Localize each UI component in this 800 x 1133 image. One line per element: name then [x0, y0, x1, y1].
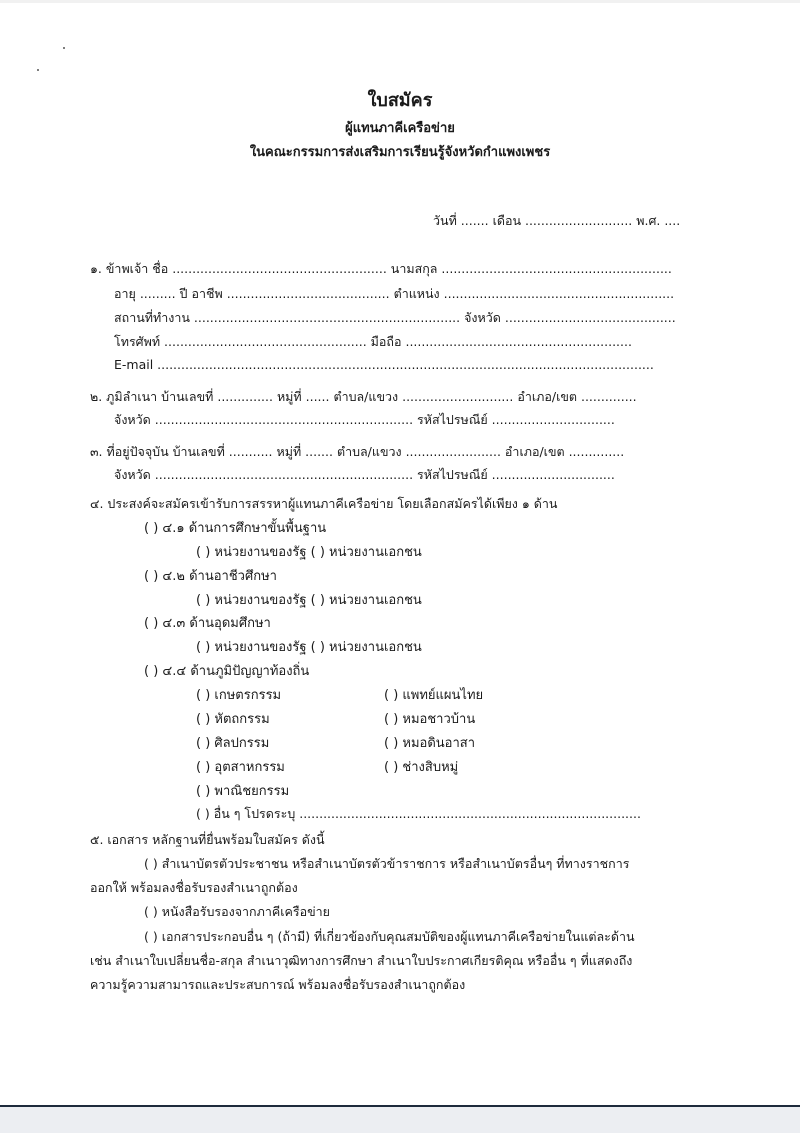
document-id-card-cont: ออกให้ พร้อมลงชื่อรับรองสำเนาถูกต้อง — [90, 880, 298, 895]
wisdom-handicraft[interactable]: ( ) หัตถกรรม — [196, 712, 270, 727]
phone-line[interactable]: โทรศัพท์ ................................................... มือถือ ......................................................... — [114, 334, 632, 349]
wisdom-thai-medicine[interactable]: ( ) แพทย์แผนไทย — [384, 688, 484, 703]
current-province-line[interactable]: จังหวัด ................................................................. รหัสไปรษณีย์ ............................... — [114, 467, 615, 482]
wisdom-industry[interactable]: ( ) อุตสาหกรรม — [196, 760, 285, 775]
wisdom-other-specify[interactable]: ( ) อื่น ๆ โปรดระบุ ...................................................................................... — [196, 806, 641, 821]
wisdom-folk-healer[interactable]: ( ) หมอชาวบ้าน — [384, 712, 476, 727]
form-subtitle-committee: ในคณะกรรมการส่งเสริมการเรียนรู้จังหวัดกำแพงเพชร — [249, 145, 551, 160]
hometown-address-line[interactable]: ๒. ภูมิลำเนา บ้านเลขที่ .............. หมู่ที่ ...... ตำบล/แขวง ............................ อำเภอ/เขต .............. — [90, 389, 637, 404]
form-subtitle: ผู้แทนภาคีเครือข่าย — [345, 121, 455, 136]
document-other-cont-2: ความรู้ความสามารถและประสบการณ์ พร้อมลงชื่อรับรองสำเนาถูกต้อง — [90, 977, 466, 992]
age-occupation-line[interactable]: อายุ ......... ปี อาชีพ ......................................... ตำแหน่ง .......................................................... — [114, 286, 675, 301]
document-id-card[interactable]: ( ) สำเนาบัตรตัวประชาชน หรือสำเนาบัตรตัวข้าราชการ หรือสำเนาบัตรอื่นๆ ที่ทางราชการ — [144, 856, 630, 871]
option-4-3-agency-type[interactable]: ( ) หน่วยงานของรัฐ ( ) หน่วยงานเอกชน — [196, 640, 422, 655]
wisdom-agriculture[interactable]: ( ) เกษตรกรรม — [196, 688, 282, 703]
section4-heading: ๔. ประสงค์จะสมัครเข้ารับการสรรหาผู้แทนภาคีเครือข่าย โดยเลือกสมัครได้เพียง ๑ ด้าน — [90, 496, 558, 511]
document-network-letter[interactable]: ( ) หนังสือรับรองจากภาคีเครือข่าย — [144, 904, 330, 919]
wisdom-commerce[interactable]: ( ) พาณิชยกรรม — [196, 784, 290, 799]
option-4-2-agency-type[interactable]: ( ) หน่วยงานของรัฐ ( ) หน่วยงานเอกชน — [196, 593, 422, 608]
option-4-1-agency-type[interactable]: ( ) หน่วยงานของรัฐ ( ) หน่วยงานเอกชน — [196, 545, 422, 560]
scan-speck — [37, 69, 39, 71]
document-other-cont-1: เช่น สำเนาใบเปลี่ยนชื่อ-สกุล สำเนาวุฒิทางการศึกษา สำเนาใบประกาศเกียรติคุณ หรืออื่น ๆ ที่แสดงถึง — [90, 953, 633, 968]
date-line[interactable]: วันที่ ....... เดือน ........................... พ.ศ. .... — [433, 213, 681, 228]
option-4-3-higher-education[interactable]: ( ) ๔.๓ ด้านอุดมศึกษา — [144, 616, 271, 631]
option-4-4-local-wisdom[interactable]: ( ) ๔.๔ ด้านภูมิปัญญาท้องถิ่น — [144, 664, 310, 679]
wisdom-fine-arts[interactable]: ( ) ศิลปกรรม — [196, 736, 270, 751]
option-4-1-basic-education[interactable]: ( ) ๔.๑ ด้านการศึกษาขั้นพื้นฐาน — [144, 521, 327, 536]
section5-heading: ๕. เอกสาร หลักฐานที่ยื่นพร้อมใบสมัคร ดังนี้ — [90, 832, 325, 847]
option-4-2-vocational[interactable]: ( ) ๔.๒ ด้านอาชีวศึกษา — [144, 569, 277, 584]
current-address-line[interactable]: ๓. ที่อยู่ปัจจุบัน บ้านเลขที่ ........... หมู่ที่ ....... ตำบล/แขวง ........................ อำเภอ/เขต .............. — [90, 444, 625, 459]
scan-speck — [63, 47, 65, 49]
hometown-province-line[interactable]: จังหวัด ................................................................. รหัสไปรษณีย์ ............................... — [114, 412, 615, 427]
workplace-line[interactable]: สถานที่ทำงาน ................................................................... จังหวัด ........................................... — [114, 310, 676, 325]
wisdom-ten-crafts[interactable]: ( ) ช่างสิบหมู่ — [384, 760, 459, 775]
form-title: ใบสมัคร — [367, 90, 433, 111]
scan-top-edge — [0, 0, 800, 3]
name-line[interactable]: ๑. ข้าพเจ้า ชื่อ ...................................................... นามสกุล .......................................................... — [90, 261, 672, 276]
scan-bottom-edge — [0, 1105, 800, 1133]
wisdom-soil-volunteer[interactable]: ( ) หมอดินอาสา — [384, 736, 476, 751]
document-other[interactable]: ( ) เอกสารประกอบอื่น ๆ (ถ้ามี) ที่เกี่ยวข้องกับคุณสมบัติของผู้แทนภาคีเครือข่ายในแต่ละด้าน — [144, 929, 635, 944]
email-line[interactable]: E-mail ............................................................................................................................. — [114, 357, 654, 372]
